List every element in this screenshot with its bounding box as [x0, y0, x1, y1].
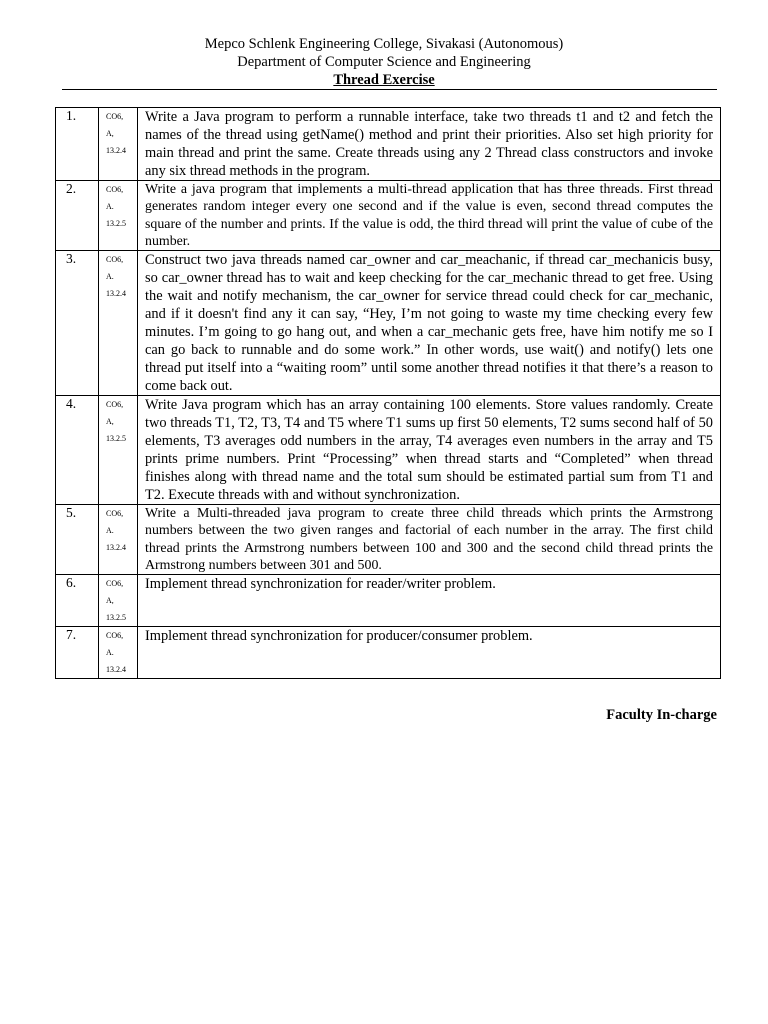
exercise-number: 1.	[56, 108, 99, 181]
table-row	[56, 627, 721, 679]
exercise-text: Implement thread synchronization for reader/writer problem.	[138, 575, 721, 627]
exercise-title: Thread Exercise	[333, 72, 435, 88]
department-name: Department of Computer Science and Engineering	[237, 54, 531, 70]
exercise-text: Write a Java program to perform a runnable interface, take two threads t1 and t2 and fetch the names of the thread using getName() method and print their priorities. Also set high priority for main thread and print the same. Create threads using any 2 Thread class constructors and invoke any six thread methods in the program.	[138, 108, 721, 181]
exercise-number: 2.	[56, 181, 99, 251]
faculty-signature: Faculty In-charge	[606, 707, 717, 723]
exercise-number: 7.	[56, 627, 99, 679]
exercise-text: Implement thread synchronization for producer/consumer problem.	[138, 627, 721, 679]
document-header	[0, 35, 768, 89]
course-outcome: CO6, A, 13.2.4	[99, 108, 138, 181]
exercise-text: Write a Multi-threaded java program to create three child threads which prints the Armstrong numbers between the two given ranges and factorial of each number in the array. The first child thread prints the Armstrong numbers between 100 and 300 and the second child thread prints the Armstrong numbers between 301 and 500.	[138, 505, 721, 575]
exercise-text: Write a java program that implements a multi-thread application that has three threads. First thread generates random integer every one second and if the value is even, second thread computes the square of the number and prints. If the value is odd, the third thread will print the value of cube of the number.	[138, 181, 721, 251]
header-divider	[62, 89, 717, 90]
table-row	[56, 505, 721, 575]
table-row	[56, 251, 721, 396]
course-outcome: CO6, A, 13.2.5	[99, 575, 138, 627]
exercise-table	[55, 107, 721, 679]
exercise-text: Construct two java threads named car_owner and car_meachanic, if thread car_mechanicis busy, so car_owner thread has to wait and keep checking for the car_mechanic thread to get free. Using the wait and notify mechanism, the car_owner for service thread could check for car_mechanic, and if it doesn't find any it can say, “Hey, I’m not going to waste my time checking every few minutes. I’m going to go hang out, and when a car_mechanic gets free, have him notify me so I can go back to runnable and do some work.” In other words, use wait() and notify() lets one thread put itself into a “waiting room” until some another thread notifies it that there’s a reason to come back out.	[138, 251, 721, 396]
exercise-text: Write Java program which has an array containing 100 elements. Store values randomly. Create two threads T1, T2, T3, T4 and T5 where T1 sums up first 50 elements, T2 sums second half of 50 elements, T3 averages odd numbers in the array, T4 averages even numbers in the array and T5 prints prime numbers. Print “Processing” when thread starts and “Completed” when thread finishes along with thread name and the total sum should be estimated partial sum from T1 and T2. Execute threads with and without synchronization.	[138, 396, 721, 505]
table-row	[56, 181, 721, 251]
course-outcome: CO6, A. 13.2.4	[99, 251, 138, 396]
table-row	[56, 575, 721, 627]
college-name: Mepco Schlenk Engineering College, Sivakasi (Autonomous)	[204, 36, 564, 52]
table-row	[56, 108, 721, 181]
course-outcome: CO6, A. 13.2.5	[99, 181, 138, 251]
exercise-number: 3.	[56, 251, 99, 396]
exercise-number: 6.	[56, 575, 99, 627]
course-outcome: CO6, A. 13.2.4	[99, 505, 138, 575]
exercise-number: 5.	[56, 505, 99, 575]
course-outcome: CO6, A, 13.2.5	[99, 396, 138, 505]
exercise-number: 4.	[56, 396, 99, 505]
course-outcome: CO6, A. 13.2.4	[99, 627, 138, 679]
table-row	[56, 396, 721, 505]
